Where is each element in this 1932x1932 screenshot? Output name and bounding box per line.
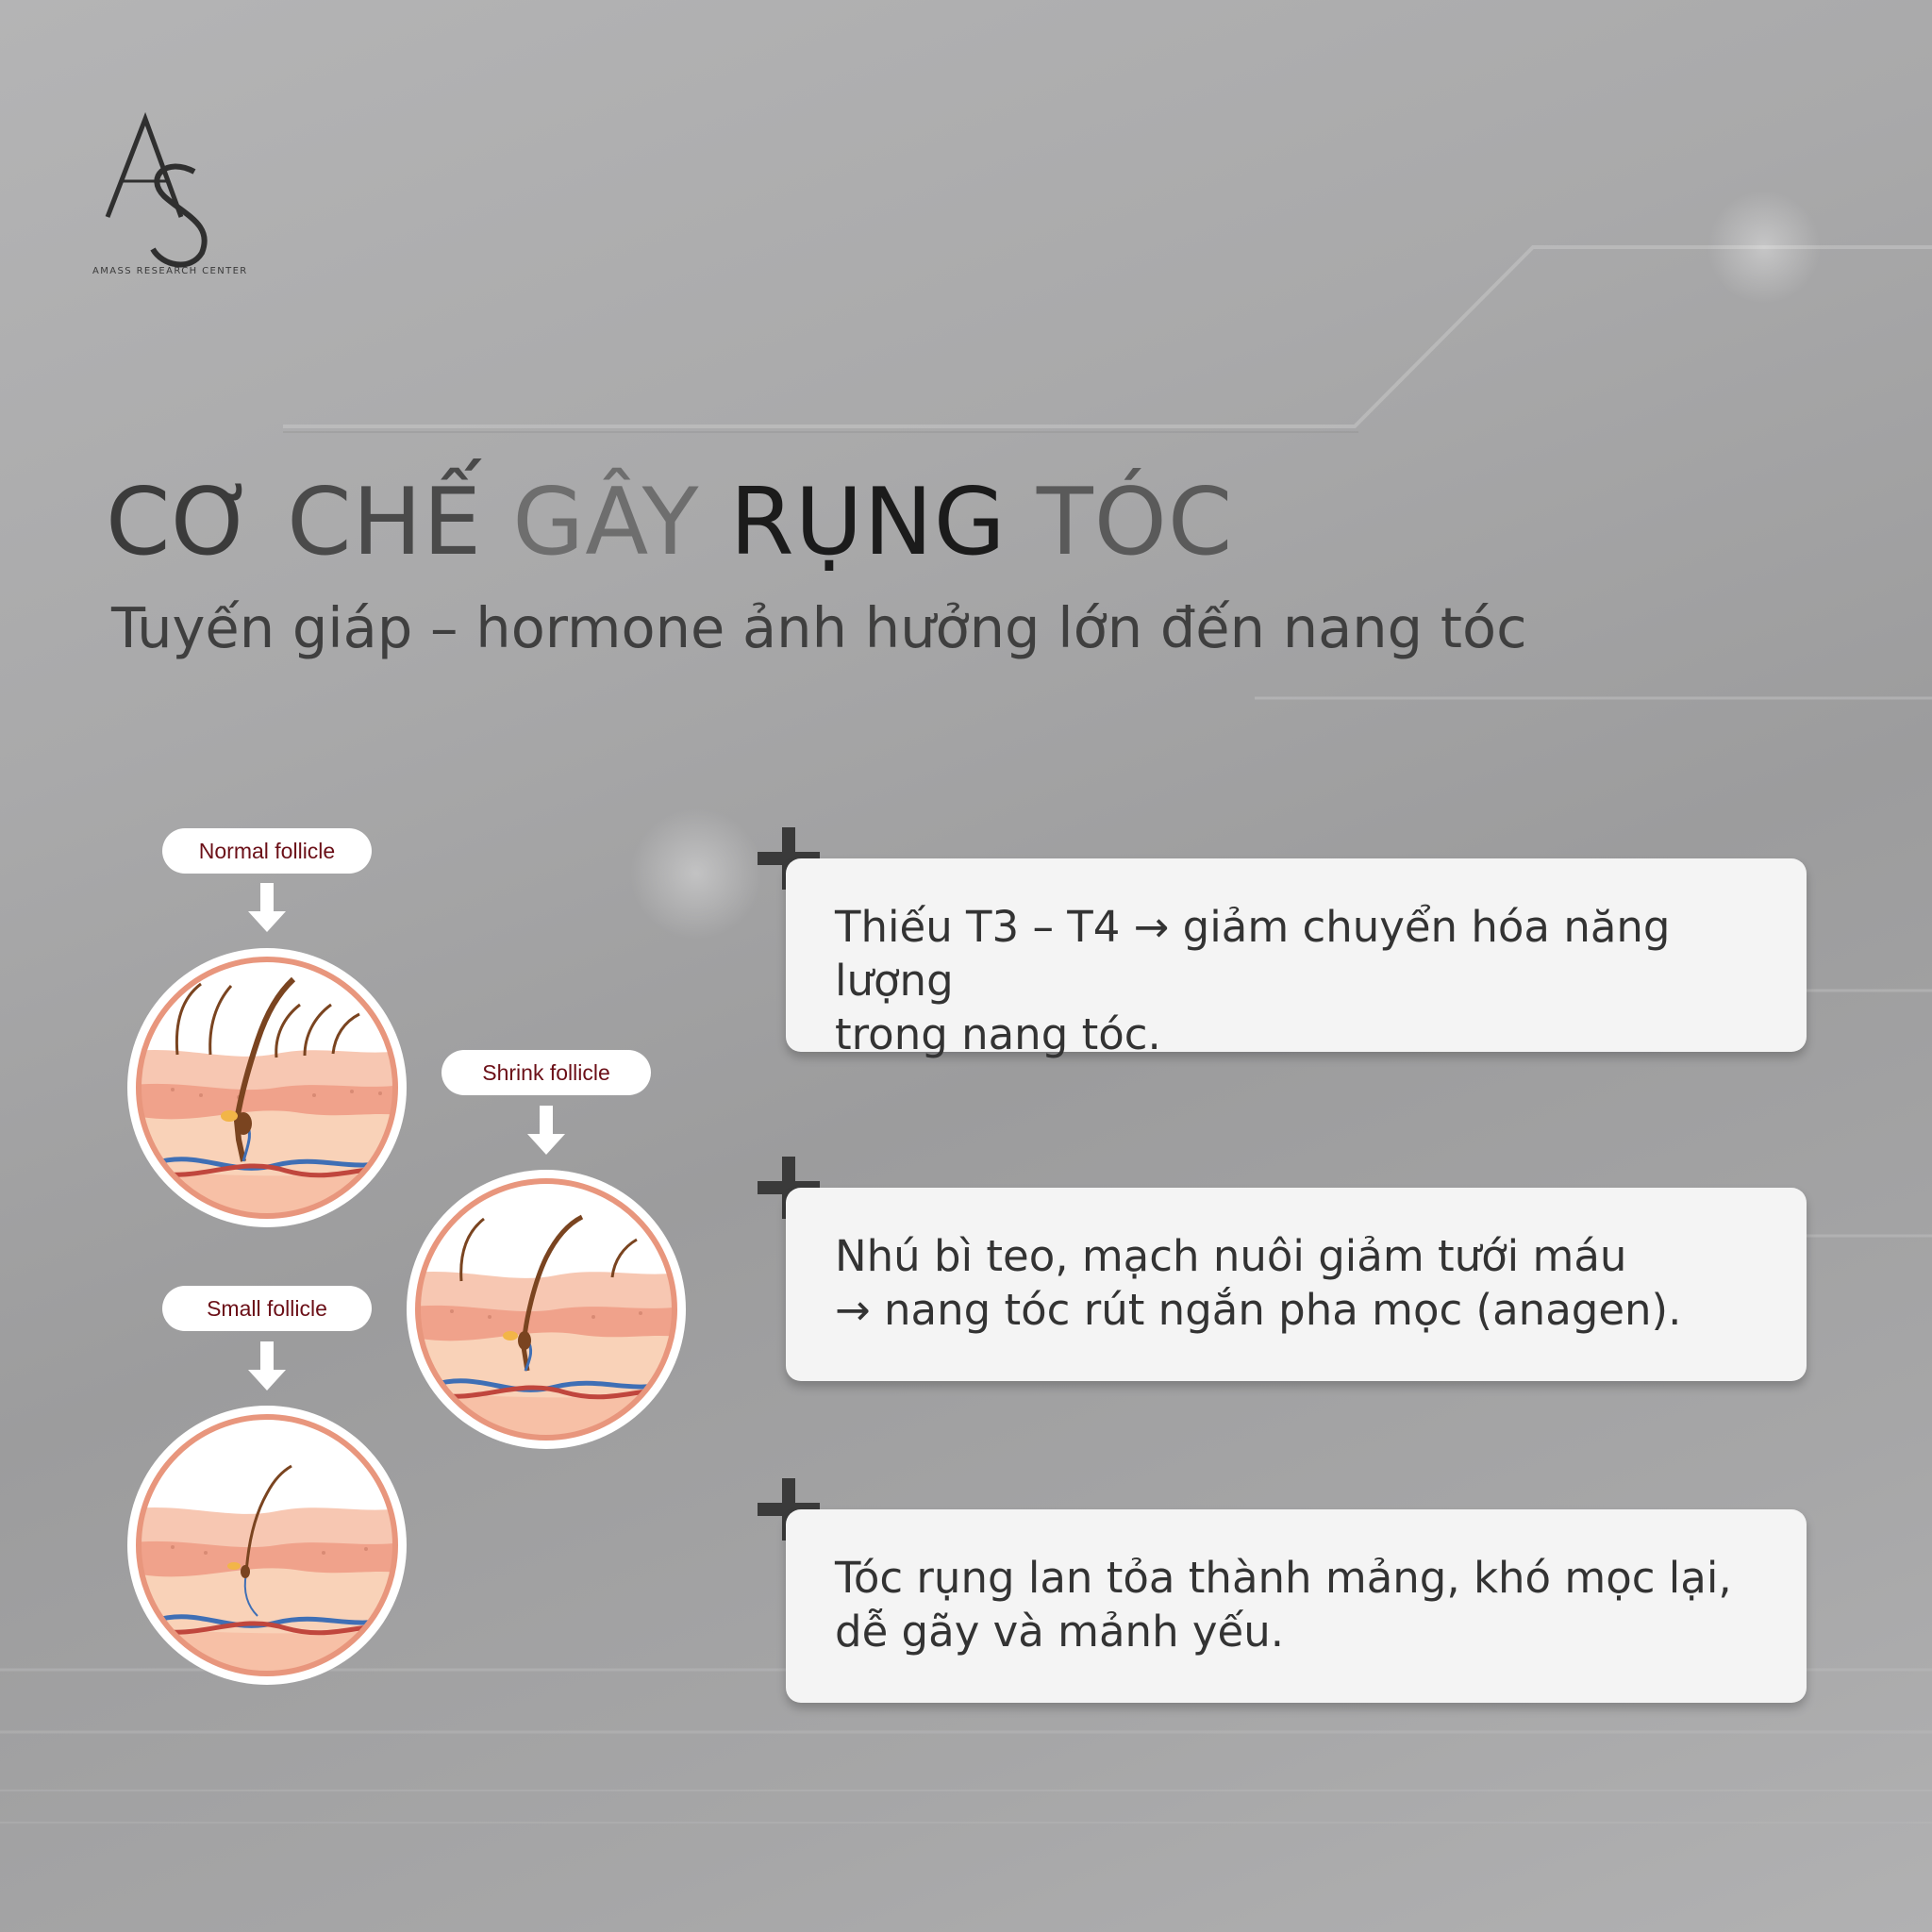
down-arrow-icon [244,1341,290,1394]
info-card-text: Tóc rụng lan tỏa thành mảng, khó mọc lại, dễ gãy và mảnh yếu. [835,1553,1732,1657]
down-arrow-icon [524,1106,569,1158]
small-follicle-label: Small follicle [162,1286,372,1331]
down-arrow-icon [244,883,290,936]
shrink-follicle-illustration [405,1168,688,1451]
normal-follicle-label: Normal follicle [162,828,372,874]
small-follicle-illustration [125,1404,408,1687]
as-monogram-icon [91,111,251,272]
brand-logo [91,111,251,281]
shrink-follicle-label: Shrink follicle [441,1050,651,1095]
info-card [786,1509,1807,1703]
info-card-text: Nhú bì teo, mạch nuôi giảm tưới máu → nang tóc rút ngắn pha mọc (anagen). [835,1231,1682,1335]
info-card [786,1188,1807,1381]
page-title: CƠ CHẾ GÂY RỤNG TÓC [106,469,1234,576]
brand-caption: AMASS RESEARCH CENTER [92,266,248,276]
info-card-text: Thiếu T3 – T4 → giảm chuyển hóa năng lượng trong nang tóc. [835,902,1671,1059]
info-card [786,858,1807,1059]
normal-follicle-illustration [125,946,408,1229]
page-subtitle: Tuyến giáp – hormone ảnh hưởng lớn đến nang tóc [111,595,1527,660]
